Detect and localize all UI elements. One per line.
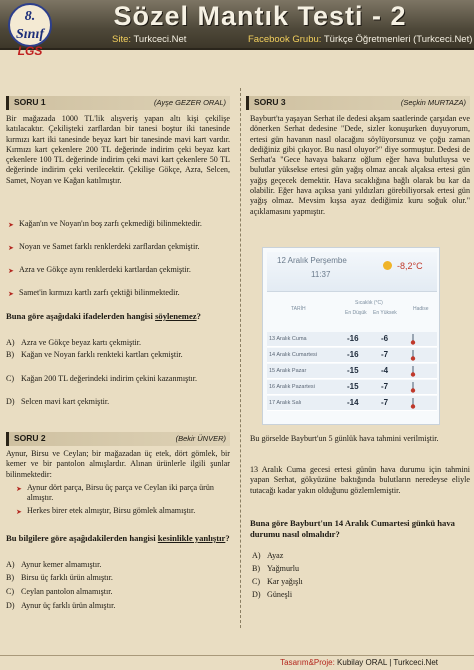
soru1-bullet: ➤ Azra ve Gökçe aynı renklerdeki kartlardan çekmiştir. <box>8 265 191 275</box>
page-footer <box>0 655 474 670</box>
site-line <box>112 34 186 45</box>
bullet-icon: ➤ <box>8 244 14 252</box>
soru2-author: (Bekir ÜNVER) <box>175 434 226 443</box>
soru3-label: SORU 3 <box>254 97 286 107</box>
footer-prefix: Tasarım&Proje: <box>280 658 335 667</box>
soru3-option-b[interactable]: B) Yağmurlu <box>252 564 300 573</box>
soru1-bullet: ➤ Kağan'ın ve Noyan'ın boş zarfı çekmediği bilinmektedir. <box>8 219 202 229</box>
grade-logo <box>8 3 52 58</box>
column-divider <box>240 88 241 628</box>
facebook-line <box>248 34 472 45</box>
soru1-question: Buna göre aşağıdaki ifadelerden hangisi söylenemez? <box>6 311 201 321</box>
soru2-bullet: ➤ Aynur dört parça, Birsu üç parça ve Ceylan iki parça ürün almıştır. <box>16 483 214 503</box>
soru1-option-a[interactable]: A) Azra ve Gökçe beyaz kartı çekmiştir. <box>6 338 142 347</box>
soru2-question: Bu bilgilere göre aşağıdakilerden hangisi kesinlikle yanlıştır? <box>6 533 230 543</box>
soru2-option-b[interactable]: B) Birsu üç farklı ürün almıştır. <box>6 573 113 582</box>
soru1-option-b[interactable]: B) Kağan ve Noyan farklı renkteki kartları çekmiştir. <box>6 350 183 359</box>
weather-row: 15 Aralık Pazar -15 -4 <box>267 364 437 379</box>
soru2-option-a[interactable]: A) Aynur kemer almamıştır. <box>6 560 102 569</box>
weather-row: 17 Aralık Salı -14 -7 <box>267 396 437 411</box>
weather-temp: -8,2°C <box>397 261 423 271</box>
footer-site: Turkceci.Net <box>393 658 438 667</box>
soru1-header <box>6 96 230 110</box>
facebook-label: Facebook Grubu: <box>248 34 322 45</box>
sun-icon <box>383 261 392 270</box>
weather-current <box>267 252 437 292</box>
soru2-option-c[interactable]: C) Ceylan pantolon almamıştır. <box>6 587 113 596</box>
thermometer-icon <box>409 334 417 345</box>
bullet-icon: ➤ <box>8 267 14 275</box>
weather-head-cond: Hadise <box>413 306 429 312</box>
weather-head-high: En Yüksek <box>373 310 397 316</box>
soru3-option-a[interactable]: A) Ayaz <box>252 551 284 560</box>
footer-name: Kubilay ORAL <box>337 658 387 667</box>
soru3-text3: 13 Aralık Cuma gecesi ertesi günün hava durumu için tahmini yapan Serhat, gökyüzüne baktığında bulutların neredeyse eliyle tutacağı kadar yakın olduğunu gözlemlemiştir. <box>250 465 470 495</box>
weather-row: 14 Aralık Cumartesi -16 -7 <box>267 348 437 363</box>
weather-row: 16 Aralık Pazartesi -15 -7 <box>267 380 437 395</box>
soru3-question: Buna göre Bayburt'un 14 Aralık Cumartesi günkü hava durumu nasıl olmalıdır? <box>250 518 455 539</box>
thermometer-icon <box>409 366 417 377</box>
soru3-author: (Seçkin MURTAZA) <box>400 98 466 107</box>
soru2-text: Aynur, Birsu ve Ceylan; bir mağazadan üç etek, dört gömlek, bir kemer ve bir pantolon almışlardır. Alınan ürünlerle ilgili şunlar bilinmektedir: <box>6 449 230 479</box>
page-title: Sözel Mantık Testi - 2 <box>113 1 407 31</box>
weather-row: 13 Aralık Cuma -16 -6 <box>267 332 437 347</box>
weather-head-low: En Düşük <box>345 310 367 316</box>
soru3-header <box>246 96 470 110</box>
soru1-author: (Ayşe GEZER ORAL) <box>153 98 226 107</box>
bullet-icon: ➤ <box>16 508 22 516</box>
footer-credit <box>280 658 438 667</box>
logo-exam: LGS <box>17 44 43 58</box>
page-header <box>0 0 474 58</box>
soru1-option-d[interactable]: D) Selcen mavi kart çekmiştir. <box>6 397 110 406</box>
soru3-option-d[interactable]: D) Güneşli <box>252 590 293 599</box>
soru2-label: SORU 2 <box>14 433 46 443</box>
weather-head-day: TARİH <box>291 306 306 312</box>
site-label: Site: <box>112 34 132 45</box>
weather-date: 12 Aralık Perşembe <box>277 256 347 265</box>
soru1-text: Bir mağazada 1000 TL'lik alışveriş yapan altı kişi çekilişe katılacaktır. Çekilişteki zarflardan bir tanesi boştur iki tanesinde kırmızı kart iki tanesinde beyaz kart bir tanesinde mavi kart vardır. Kırmızı kart çekenlere 200 TL değerinde indirim çeki beyaz kart çekenlere 100 TL değerinde indirim çeki mavi kart çekenlere 50 TL değerinde indirim çeki verilecektir. Çekilişe Gökçe, Azra, Selcen, Samet, Noyan ve Kağan katılmıştır. <box>6 114 230 185</box>
soru2-option-d[interactable]: D) Aynur üç farklı ürün almıştır. <box>6 601 116 610</box>
weather-time: 11:37 <box>311 270 331 279</box>
soru2-header <box>6 432 230 446</box>
weather-head-temp: Sıcaklık (°C) <box>355 300 383 306</box>
logo-grade: 8. Sınıf <box>15 9 44 42</box>
bullet-icon: ➤ <box>8 290 14 298</box>
thermometer-icon <box>409 398 417 409</box>
soru3-option-c[interactable]: C) Kar yağışlı <box>252 577 303 586</box>
thermometer-icon <box>409 382 417 393</box>
footer-separator: | <box>389 658 392 667</box>
soru1-bullet: ➤ Samet'in kırmızı kartlı zarfı çektiği bilinmektedir. <box>8 288 180 298</box>
weather-forecast-image <box>262 247 440 425</box>
soru1-option-c[interactable]: C) Kağan 200 TL değerindeki indirim çekini kazanmıştır. <box>6 374 197 383</box>
site-value: Turkceci.Net <box>133 34 187 45</box>
soru1-label: SORU 1 <box>14 97 46 107</box>
soru1-bullet: ➤ Noyan ve Samet farklı renklerdeki zarflardan çekmiştir. <box>8 242 200 252</box>
thermometer-icon <box>409 350 417 361</box>
bullet-icon: ➤ <box>8 221 14 229</box>
soru3-text: Bayburt'ta yaşayan Serhat ile dedesi akşam saatlerinde çarşıdan eve dönerken Serhat dedesine "Dede, sizler konuşurken duyuyorum, ertesi gün havanın nasıl olacağını söylüyorsunuz ve çoğu zaman dediğiniz gibi çıkıyor. Bu nasıl oluyor?" diye sormuştur. Dedesi de Serhat'a "Gece havaya bakarız oğlum eğer hava bulutluysa ve bulutlar yüksekse ertesi gün yağış olmaz ancak alçaksa ertesi gün yağış geçecek demektir. Hava sıcaklığına bağlı olarak bu kar da olabilir. Eğer hava açıksa yani yıldızları görebiliyorsak ertesi gün yağış olmaz. Mevsim kışsa ayaz dediğimiz kuru soğuk olur." açıklamasını yapmıştır. <box>250 114 470 216</box>
facebook-value: Türkçe Öğretmenleri (Turkceci.Net) <box>323 34 473 45</box>
bullet-icon: ➤ <box>16 485 22 493</box>
soru3-text2: Bu görselde Bayburt'un 5 günlük hava tahmini verilmiştir. <box>250 434 439 443</box>
soru2-bullet: ➤ Herkes birer etek almıştır, Birsu gömlek almamıştır. <box>16 506 196 516</box>
